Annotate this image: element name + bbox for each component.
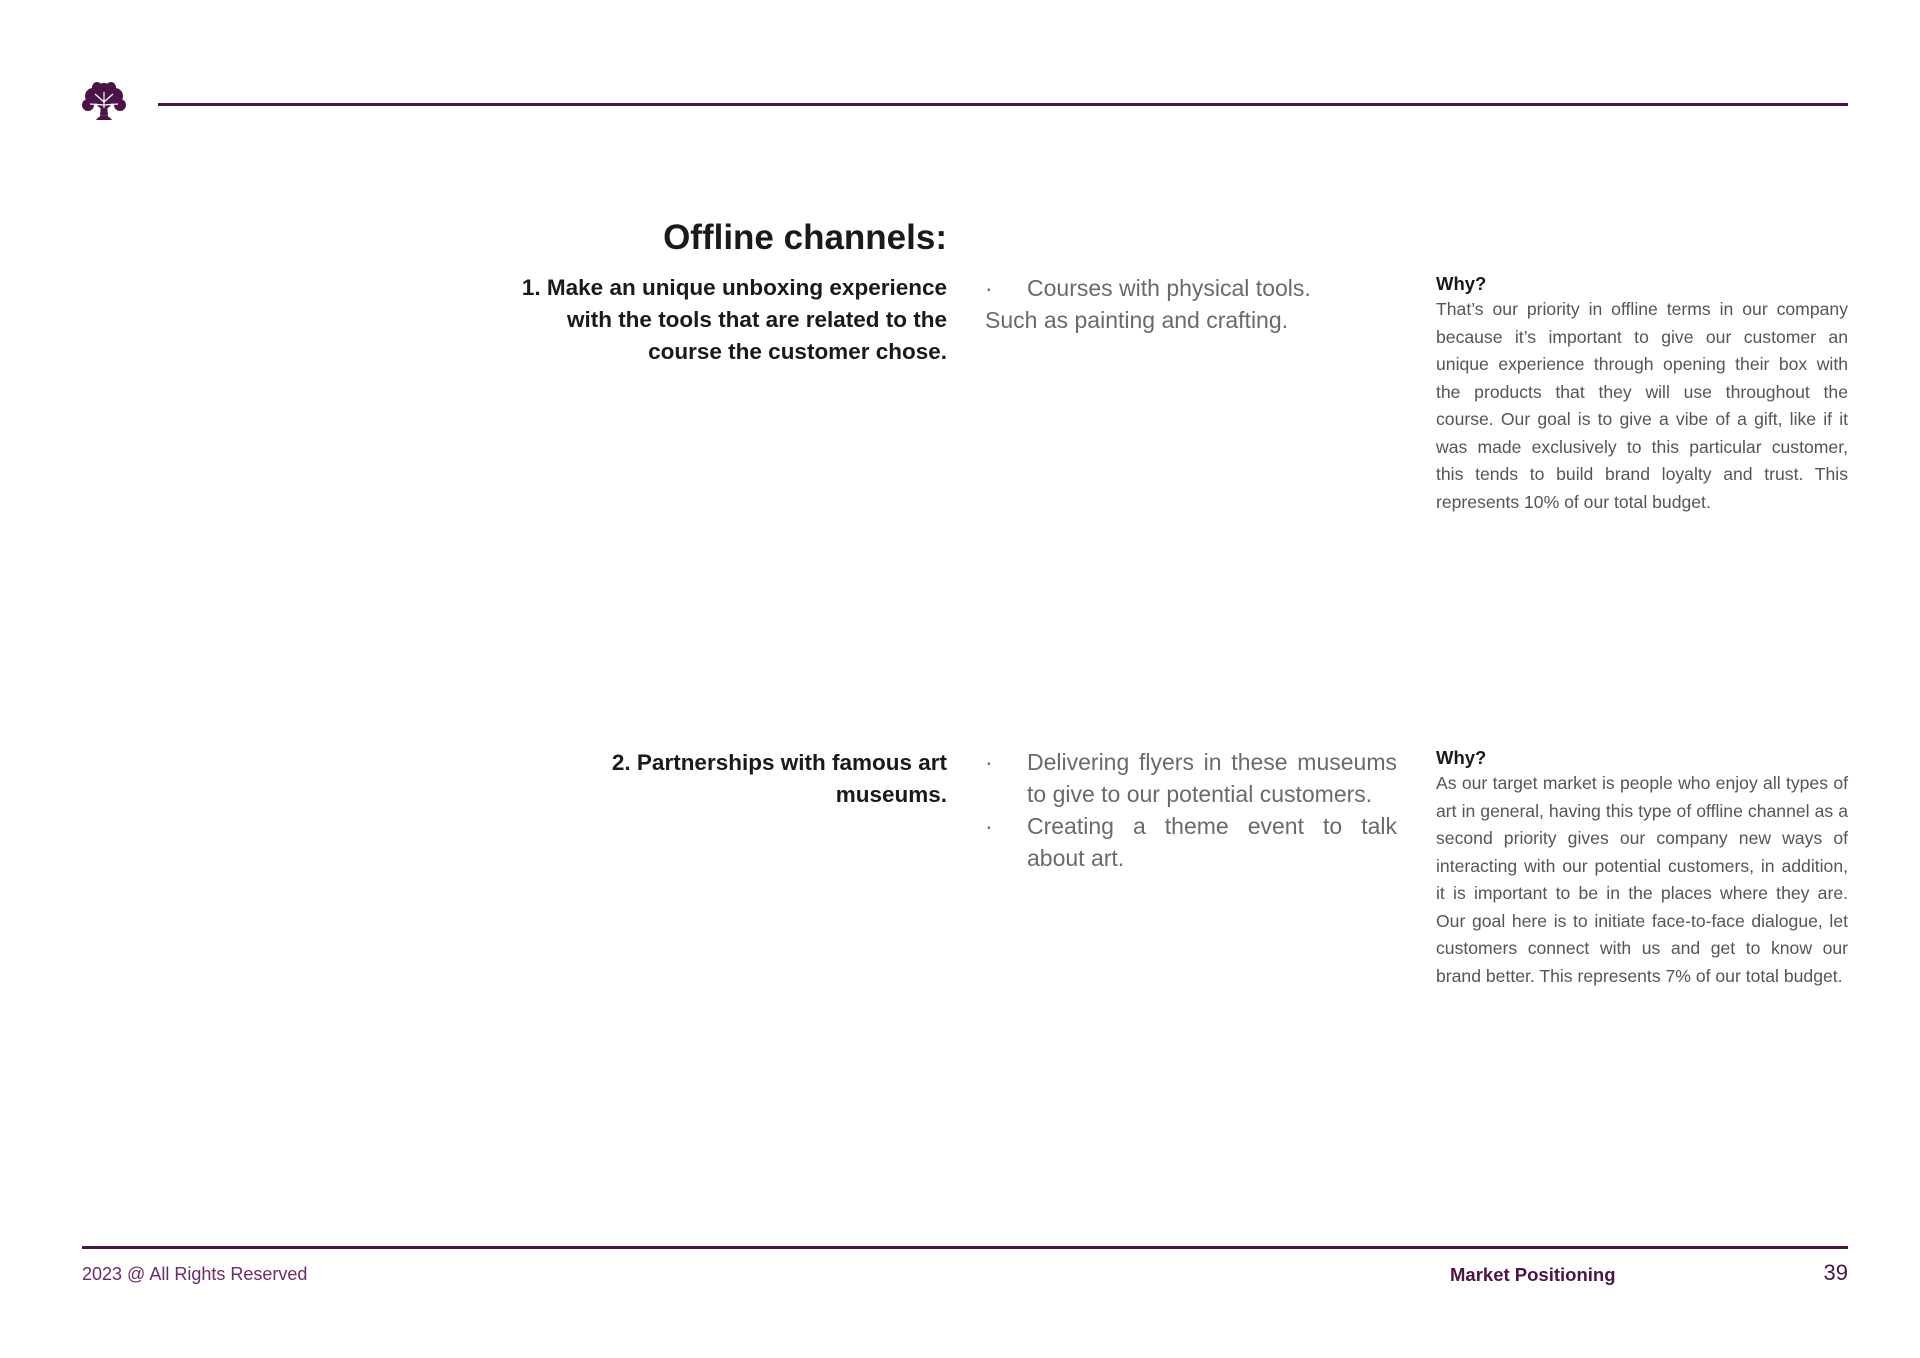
footer-section-name: Market Positioning xyxy=(1450,1264,1616,1285)
action-text: Delivering flyers in these museums to give to our potential customers. xyxy=(1027,749,1397,807)
section-title: Offline channels: xyxy=(663,218,947,257)
why-label: Why? xyxy=(1436,273,1487,294)
bullet-icon: · xyxy=(985,275,993,301)
list-item xyxy=(985,810,1397,874)
action-text-line: Such as painting and crafting. xyxy=(985,307,1289,333)
channel-actions-2 xyxy=(985,746,1397,874)
page-number: 39 xyxy=(1823,1260,1848,1285)
list-item xyxy=(985,272,1397,304)
footer-divider xyxy=(82,1246,1848,1249)
channel-heading-2: 2. Partnerships with famous art museums. xyxy=(611,750,947,807)
why-label: Why? xyxy=(1436,747,1487,768)
channel-heading-1: 1. Make an unique unboxing experience with the tools that are related to the course the customer chose. xyxy=(521,275,947,364)
bullet-icon: · xyxy=(985,749,993,775)
why-block-2 xyxy=(1436,746,1848,990)
why-block-1 xyxy=(1436,272,1848,516)
why-text: As our target market is people who enjoy all types of art in general, having this type of offline channel as a second priority gives our company new ways of interacting with our potential customers, in addition, it is important to be in the places where they are. Our goal here is to initiate face-to-face dialogue, let customers connect with us and get to know our brand better. This represents 7% of our total budget. xyxy=(1436,773,1848,986)
header-divider xyxy=(158,103,1848,106)
channel-actions-1 xyxy=(985,272,1397,336)
list-item xyxy=(985,746,1397,810)
why-text: That’s our priority in offline terms in our company because it’s important to give our customer an unique experience through opening their box with the products that they will use throughout the course. Our goal is to give a vibe of a gift, like if it was made exclusively to this particular customer, this tends to build brand loyalty and trust. This represents 10% of our total budget. xyxy=(1436,299,1848,512)
copyright-text: 2023 @ All Rights Reserved xyxy=(82,1264,308,1284)
bullet-icon: · xyxy=(985,813,993,839)
action-text: Creating a theme event to talk about art. xyxy=(1027,813,1397,871)
action-text-line: Courses with physical tools. xyxy=(1027,275,1311,301)
tree-logo-icon xyxy=(80,78,128,126)
